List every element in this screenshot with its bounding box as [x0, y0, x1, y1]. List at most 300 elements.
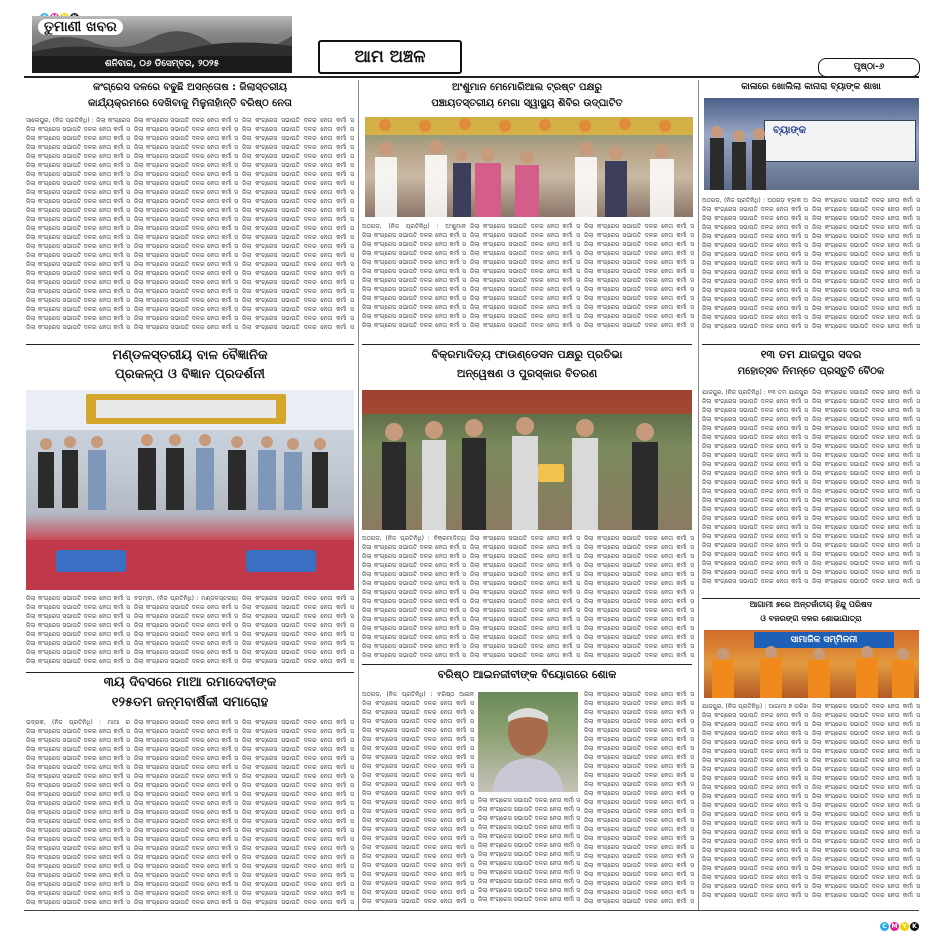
body-text-line: ଜିଲା କଂଗ୍ରେସ ସଭାପତି ଦଳର ନେତା କର୍ମୀ ସ	[478, 896, 580, 903]
body-text-line: ଜିଲା କଂଗ୍ରେସ ସଭାପତି ଦଳର ନେତା କର୍ମୀ ସ	[362, 286, 466, 293]
bank-col-1: ଅଠଗଡ଼, (ନିଜ ପ୍ରତିନିଧି) : ଅଠଗଡ଼ ବ୍ଲକ ଅ ଜିଲା କଂଗ୍ରେସ ସଭାପତି ଦଳର ନେତା କର୍ମୀ ସ ଜିଲା କଂଗ୍ରେସ ସଭାପତି ଦଳର ନେତା କର୍ମୀ ସ ଜିଲା କଂଗ୍ରେସ ସଭାପତି ଦଳର ନେତା କର୍ମୀ ସ ଜିଲା କଂଗ୍ରେସ ସଭାପତି ଦଳର ନେତା କର୍ମୀ ସ ଜିଲା କଂଗ୍ରେସ ସଭାପତି ଦଳର ନେତା କର୍ମୀ ସ ଜିଲା କଂଗ୍ରେସ ସଭାପତି ଦଳର ନେତା କର୍ମୀ ସ ଜିଲା କଂଗ୍ରେସ ସଭାପତି ଦଳର ନେତା କର୍ମୀ ସ ଜିଲା କଂଗ୍ରେସ ସଭାପତି ଦଳର ନେତା କର୍ମୀ ସ ଜିଲା କଂଗ୍ରେସ ସଭାପତି ଦଳର ନେତା କର୍ମୀ ସ ଜିଲା କଂଗ୍ରେସ ସଭାପତି ଦଳର ନେତା କର୍ମୀ ସ ଜିଲା କଂଗ୍ରେସ ସଭାପତି ଦଳର ନେତା କର୍ମୀ ସ ଜିଲା କଂଗ୍ରେସ ସଭାପତି ଦଳର ନେତା କର୍ମୀ ସ ଜିଲା କଂଗ୍ରେସ ସଭାପତି ଦଳର ନେତା କର୍ମୀ ସ ଜିଲା କଂଗ୍ରେସ ସଭାପତି ଦଳର ନେତା କର୍ମୀ ସ	[702, 197, 808, 330]
body-text-line: ଜିଲା କଂଗ୍ରେସ ସଭାପତି ଦଳର ନେତା କର୍ମୀ ସ	[362, 241, 466, 248]
body-text-line: ଜିଲା କଂଗ୍ରେସ ସଭାପତି ଦଳର ନେତା କର୍ମୀ ସ	[584, 589, 694, 596]
body-text-line: ଜିଲା କଂଗ୍ରେସ ସଭାପତି ଦଳର ନେତା କର୍ମୀ ସ	[584, 607, 694, 614]
body-text-line: ଜିଲା କଂଗ୍ରେସ ସଭାପତି ଦଳର ନେତା କର୍ମୀ ସ	[702, 892, 808, 899]
body-text-line: ଜିଲା କଂଗ୍ରେସ ସଭାପତି ଦଳର ନେତା କର୍ମୀ ସ	[584, 826, 694, 833]
body-text-line: ଜିଲା କଂଗ୍ରେସ ସଭାପତି ଦଳର ନେତା କର୍ମୀ ସ	[362, 745, 474, 752]
registration-marks-bottom	[880, 913, 920, 932]
body-text-line: ଜିଲା କଂଗ୍ରେସ ସଭାପତି ଦଳର ନେତା କର୍ମୀ ସ	[134, 180, 238, 187]
body-text-line: ଜିଲା କଂଗ୍ରେସ ସଭାପତି ଦଳର ନେତା କର୍ମୀ ସ	[362, 808, 474, 815]
body-text-line: ଜିଲା କଂଗ୍ରେସ ସଭାପତି ଦଳର ନେତା କର୍ମୀ ସ	[26, 243, 130, 250]
body-text-line: ଜିଲା କଂଗ୍ରେସ ସଭାପତି ଦଳର ନେତା କର୍ମୀ ସ	[134, 845, 238, 852]
black-mark-bottom: K	[910, 922, 919, 931]
body-text-line: ଜିଲା କଂଗ୍ରେସ ସଭାପତି ଦଳର ନେତା କର୍ମୀ ସ	[702, 524, 808, 531]
body-text-line: ଜିଲା କଂଗ୍ରେସ ସଭାପତି ଦଳର ନେତା କର୍ମୀ ସ	[584, 562, 694, 569]
page-label-box	[818, 58, 920, 77]
parishad-photo	[704, 630, 919, 698]
body-text-line: ଜିଲା କଂଗ୍ରେସ ସଭାପତି ଦଳର ନେତା କର୍ମୀ ସ	[242, 809, 354, 816]
body-text-line: ଜିଲା କଂଗ୍ରେସ ସଭାପତି ଦଳର ନେତା କର୍ମୀ ସ	[242, 306, 354, 313]
body-text-line: ଜିଲା କଂଗ୍ରେସ ସଭାପତି ଦଳର ନେତା କର୍ମୀ ସ	[812, 497, 920, 504]
body-text-line: ଜିଲା କଂଗ୍ରେସ ସଭାପତି ଦଳର ନେତା କର୍ମୀ ସ	[584, 250, 694, 257]
body-text-line: ଜିଲା କଂଗ୍ରେସ ସଭାପତି ଦଳର ନେତା କର୍ମୀ ସ	[584, 598, 694, 605]
body-text-line: ଜିଲା କଂଗ୍ରେସ ସଭାପତି ଦଳର ନେତା କର୍ମୀ ସ	[470, 223, 580, 230]
body-text-line: ଜିଲା କଂଗ୍ରେସ ସଭାପତି ଦଳର ନେତା କର୍ମୀ ସ	[584, 880, 694, 887]
ramadevi-headline-2: ୧୨୫ତମ ଜନ୍ମବାର୍ଷିକୀ ସମାରୋହ	[111, 695, 269, 710]
body-text-line: ଜିଲା କଂଗ୍ରେସ ସଭାପତି ଦଳର ନେତା କର୍ମୀ ସ	[242, 640, 354, 647]
body-text-line: ଜିଲା କଂଗ୍ରେସ ସଭାପତି ଦଳର ନେତା କର୍ମୀ ସ	[584, 295, 694, 302]
masthead-rule	[24, 76, 919, 78]
body-text-line: ଜିଲା କଂଗ୍ରେସ ସଭାପତି ଦଳର ନେତା କର୍ମୀ ସ	[812, 434, 920, 441]
body-text-line: ଜିଲା କଂଗ୍ରେସ ସଭାପତି ଦଳର ନେତା କର୍ମୀ ସ	[26, 622, 130, 629]
body-text-line: ଜିଲା କଂଗ୍ରେସ ସଭାପତି ଦଳର ନେତା କର୍ମୀ ସ	[812, 883, 920, 890]
body-text-line: ଜିଲା କଂଗ୍ରେସ ସଭାପତି ଦଳର ନେତା କର୍ମୀ ସ	[470, 313, 580, 320]
body-text-line: ଜିଲା କଂଗ୍ରେସ ସଭାପତି ଦଳର ନେତା କର୍ମୀ ସ	[134, 773, 238, 780]
body-text-line: ଜିଲା କଂଗ୍ରେସ ସଭାପତି ଦଳର ନେତା କର୍ମୀ ସ	[812, 542, 920, 549]
health-camp-headline-1: ଅଂଶୁମାନ ମେମୋରିଆଲ ଟ୍ରଷ୍ଟ ପକ୍ଷରୁ	[451, 82, 603, 93]
body-text-line: ଜିଲା କଂଗ୍ରେସ ସଭାପତି ଦଳର ନେତା କର୍ମୀ ସ	[812, 748, 920, 755]
body-text-line: ଜିଲା କଂଗ୍ରେସ ସଭାପତି ଦଳର ନେତା କର୍ମୀ ସ	[470, 322, 580, 329]
body-text-line: ଜିଲା କଂଗ୍ରେସ ସଭାପତି ଦଳର ନେତା କର୍ମୀ ସ	[242, 324, 354, 331]
body-text-line: ଜିଲା କଂଗ୍ରେସ ସଭାପତି ଦଳର ନେତା କର୍ମୀ ସ	[362, 304, 466, 311]
body-text-line: ଜିଲା କଂଗ୍ରେସ ସଭାପତି ଦଳର ନେତା କର୍ମୀ ସ	[26, 207, 130, 214]
body-text-line: ଜିଲା କଂଗ୍ରେସ ସଭାପତି ଦଳର ନେତା କର୍ମୀ ସ	[134, 315, 238, 322]
body-text-line: ଜିଲା କଂଗ୍ରେସ ସଭାପତି ଦଳର ନେତା କର୍ମୀ ସ	[362, 313, 466, 320]
body-text-line: ଜିଲା କଂଗ୍ରେସ ସଭାପତି ଦଳର ନେତା କର୍ମୀ ସ	[26, 827, 130, 834]
body-text-line: ଜିଲା କଂଗ୍ରେସ ସଭାପତି ଦଳର ନେତା କର୍ମୀ ସ	[478, 815, 580, 822]
body-text-line: ଜିଲା କଂଗ୍ରେସ ସଭାପତି ଦଳର ନେତା କର୍ମୀ ସ	[242, 755, 354, 762]
body-text-line: ଜିଲା କଂଗ୍ରେସ ସଭାପତି ଦଳର ନେତା କର୍ମୀ ସ	[242, 791, 354, 798]
body-text-line: ଜିଲା କଂଗ୍ରେସ ସଭାପତି ଦଳର ନେତା କର୍ମୀ ସ	[584, 817, 694, 824]
body-text-line: ଜିଲା କଂଗ୍ରେସ ସଭାପତି ଦଳର ନେତା କର୍ମୀ ସ	[470, 304, 580, 311]
body-text-line: ଜିଲା କଂଗ୍ରେସ ସଭାପତି ଦଳର ନେତା କର୍ମୀ ସ	[812, 569, 920, 576]
ramadevi-col-2	[134, 718, 238, 908]
body-text-line: ଜିଲା କଂଗ୍ରେସ ସଭାପତି ଦଳର ନେତା କର୍ମୀ ସ	[584, 268, 694, 275]
parishad-headline-2: ଓ ବଜରଙ୍ଗ ଦଳର ଶୋଭାଯାତ୍ରା	[760, 614, 862, 623]
body-text-line: ଜିଲା କଂଗ୍ରେସ ସଭାପତି ଦଳର ନେତା କର୍ମୀ ସ	[134, 755, 238, 762]
magenta-mark-bottom: M	[891, 923, 898, 930]
body-text-line: ଜିଲା କଂଗ୍ରେସ ସଭାପତି ଦଳର ନେତା କର୍ମୀ ସ	[812, 323, 920, 330]
body-text-line: ଜିଲା କଂଗ୍ରେସ ସଭାପତି ଦଳର ନେତା କର୍ମୀ ସ	[584, 700, 694, 707]
body-text-line: ଜିଲା କଂଗ୍ରେସ ସଭାପତି ଦଳର ନେତା କର୍ମୀ ସ	[242, 261, 354, 268]
body-text-line: ଜିଲା କଂଗ୍ରେସ ସଭାପତି ଦଳର ନେତା କର୍ମୀ ସ	[702, 748, 808, 755]
body-text-line: ଜିଲା କଂଗ୍ରେସ ସଭାପତି ଦଳର ନେତା କର୍ମୀ ସ	[242, 881, 354, 888]
body-text-line: ଜିଲା କଂଗ୍ରେସ ସଭାପତି ଦଳର ନେତା କର୍ମୀ ସ	[702, 829, 808, 836]
body-text-line: ଜିଲା କଂଗ୍ରେସ ସଭାପତି ଦଳର ନେତା କର୍ମୀ ସ	[584, 322, 694, 329]
body-text-line: ଜିଲା କଂଗ୍ରେସ ସଭାପତି ଦଳର ନେତା କର୍ମୀ ସ	[362, 736, 474, 743]
body-text-line: ଜିଲା କଂଗ୍ରେସ ସଭାପତି ଦଳର ନେତା କର୍ମୀ ସ	[584, 313, 694, 320]
body-text-line: ଜିଲା କଂଗ୍ରେସ ସଭାପତି ଦଳର ନେତା କର୍ମୀ ସ	[242, 252, 354, 259]
body-text-line: ଜିଲା କଂଗ୍ରେସ ସଭାପତି ଦଳର ନେତା କର୍ମୀ ସ	[26, 234, 130, 241]
masthead-banner	[32, 16, 292, 56]
body-text-line: ଜିଲା କଂଗ୍ରେସ ସଭାପତି ଦଳର ନେତା କର୍ମୀ ସ	[584, 772, 694, 779]
body-text-line: ଜିଲା କଂଗ୍ରେସ ସଭାପତି ଦଳର ନେତା କର୍ମୀ ସ	[26, 306, 130, 313]
body-text-line: ଜିଲା କଂଗ୍ରେସ ସଭାପତି ଦଳର ନେତା କର୍ମୀ ସ	[470, 580, 580, 587]
body-text-line: ଜିଲା କଂଗ୍ରେସ ସଭାପତି ଦଳର ନେତା କର୍ମୀ ସ	[812, 278, 920, 285]
body-text-line: ଜିଲା କଂଗ୍ରେସ ସଭାପତି ଦଳର ନେତା କର୍ମୀ ସ	[812, 242, 920, 249]
body-text-line: ଜିଲା କଂଗ୍ରେସ ସଭାପତି ଦଳର ନେତା କର୍ମୀ ସ	[242, 189, 354, 196]
body-text-line: ଜିଲା କଂଗ୍ରେସ ସଭାପତି ଦଳର ନେତା କର୍ମୀ ସ	[584, 304, 694, 311]
body-text-line: ଜିଲା କଂଗ୍ରେସ ସଭାପତି ଦଳର ନେତା କର୍ମୀ ସ	[470, 286, 580, 293]
body-text-line: ଜିଲା କଂଗ୍ରେସ ସଭାପତି ଦଳର ନେତା କର୍ମୀ ସ	[362, 607, 466, 614]
body-text-line: ଜିଲା କଂଗ୍ରେସ ସଭାପତି ଦଳର ନେତା କର୍ମୀ ସ	[242, 719, 354, 726]
body-text-line: ଜିଲା କଂଗ୍ରେସ ସଭାପତି ଦଳର ନେତା କର୍ମୀ ସ	[702, 479, 808, 486]
body-text-line: ଜିଲା କଂଗ୍ରେସ ସଭାପତି ଦଳର ନେତା କର୍ମୀ ସ	[242, 746, 354, 753]
body-text-line: ଜିଲା କଂଗ୍ରେସ ସଭାପତି ଦଳର ନେତା କର୍ମୀ ସ	[134, 117, 238, 124]
body-text-line: ଜିଲା କଂଗ୍ରେସ ସଭାପତି ଦଳର ନେତା କର୍ମୀ ସ	[470, 616, 580, 623]
body-text-line: ଜିଲା କଂଗ୍ରେସ ସଭାପତି ଦଳର ନେତା କର୍ମୀ ସ	[242, 728, 354, 735]
body-text-line: ଜିଲା କଂଗ୍ରେସ ସଭାପତି ଦଳର ନେତା କର୍ମୀ ସ	[134, 306, 238, 313]
body-text-line: ଜିଲା କଂଗ୍ରେସ ସଭାପତି ଦଳର ନେତା କର୍ମୀ ସ	[26, 737, 130, 744]
body-text-line: ଜିଲା କଂଗ୍ରେସ ସଭାପତି ଦଳର ନେତା କର୍ମୀ ସ	[134, 827, 238, 834]
body-text-line: ଜିଲା କଂଗ୍ରେସ ସଭାପତି ଦଳର ନେତା କର୍ମୀ ସ	[470, 535, 580, 542]
body-text-line: ଜିଲା କଂଗ୍ରେସ ସଭାପତି ଦଳର ନେତା କର୍ମୀ ସ	[702, 323, 808, 330]
body-text-line: ଜିଲା କଂଗ୍ରେସ ସଭାପତି ଦଳର ନେତା କର୍ମୀ ସ	[242, 737, 354, 744]
body-text-line: ଜିଲା କଂଗ୍ରେସ ସଭାପତି ଦଳର ନେତା କର୍ମୀ ସ	[242, 198, 354, 205]
body-text-line: ଜିଲା କଂଗ୍ରେସ ସଭାପତି ଦଳର ନେତା କର୍ମୀ ସ	[26, 279, 130, 286]
body-text-line: ଜିଲା କଂଗ୍ରେସ ସଭାପତି ଦଳର ନେତା କର୍ମୀ ସ	[242, 216, 354, 223]
science-headline-2: ପ୍ରକଳ୍ପ ଓ ବିଜ୍ଞାନ ପ୍ରଦର୍ଶନୀ	[115, 367, 265, 382]
body-text-line: ଜିଲା କଂଗ୍ରେସ ସଭାପତି ଦଳର ନେତା କର୍ମୀ ସ	[242, 818, 354, 825]
body-text-line: ଜିଲା କଂଗ୍ରେସ ସଭାପତି ଦଳର ନେତା କର୍ମୀ ସ	[702, 425, 808, 432]
body-text-line: ଜିଲା କଂଗ୍ରେସ ସଭାପତି ଦଳର ନେତା କର୍ମୀ ସ	[26, 604, 130, 611]
body-text-line: ଜିଲା କଂଗ୍ରେସ ସଭାପତି ଦଳର ନେତା କର୍ମୀ ସ	[702, 811, 808, 818]
body-text-line: ଜିଲା କଂଗ୍ରେସ ସଭାପତି ଦଳର ନେତା କର୍ମୀ ସ	[584, 718, 694, 725]
body-text-line: ଜିଲା କଂଗ୍ରେସ ସଭାପତି ଦଳର ନେତା କର୍ମୀ ସ	[134, 800, 238, 807]
body-text-line: ଜିଲା କଂଗ୍ରେସ ସଭାପତି ଦଳର ନେତା କର୍ମୀ ସ	[470, 295, 580, 302]
body-text-line: ଜିଲା କଂଗ୍ରେସ ସଭାପତି ଦଳର ନେତା କର୍ମୀ ସ	[134, 809, 238, 816]
body-text-line: ଜିଲା କଂଗ୍ରେସ ସଭାପତି ଦଳର ନେତା କର୍ମୀ ସ	[584, 889, 694, 896]
body-text-line: ଜିଲା କଂଗ୍ରେସ ସଭାପତି ଦଳର ନେତା କର୍ମୀ ସ	[26, 854, 130, 861]
body-text-line: ଜିଲା କଂଗ୍ରେସ ସଭାପତି ଦଳର ନେତା କର୍ମୀ ସ	[242, 144, 354, 151]
body-text-line: ଜିଲା କଂଗ୍ରେସ ସଭାପତି ଦଳର ନେତା କର୍ମୀ ସ	[134, 144, 238, 151]
body-text-line: ଜିଲା କଂଗ୍ରେସ ସଭାପତି ଦଳର ନେତା କର୍ମୀ ସ	[812, 847, 920, 854]
body-text-line: ଜିଲା କଂଗ୍ରେସ ସଭାପତି ଦଳର ନେତା କର୍ମୀ ସ	[242, 162, 354, 169]
body-text-line: ଜିଲା କଂଗ୍ରେସ ସଭାପତି ଦଳର ନେତା କର୍ମୀ ସ	[134, 261, 238, 268]
body-text-line: ଜିଲା କଂଗ୍ରେସ ସଭାପତି ଦଳର ନେତା କର୍ମୀ ସ	[134, 613, 238, 620]
body-text-line: ଜିଲା କଂଗ୍ରେସ ସଭାପତି ଦଳର ନେତା କର୍ମୀ ସ	[584, 790, 694, 797]
science-col-2: ବଡ଼ମ୍ବା, (ନିଜ ପ୍ରତିନିଧି) : ମଣ୍ଡଳସ୍ତରୀୟ ଜିଲା କଂଗ୍ରେସ ସଭାପତି ଦଳର ନେତା କର୍ମୀ ସ ଜିଲା କଂଗ୍ରେସ ସଭାପତି ଦଳର ନେତା କର୍ମୀ ସ ଜିଲା କଂଗ୍ରେସ ସଭାପତି ଦଳର ନେତା କର୍ମୀ ସ ଜିଲା କଂଗ୍ରେସ ସଭାପତି ଦଳର ନେତା କର୍ମୀ ସ ଜିଲା କଂଗ୍ରେସ ସଭାପତି ଦଳର ନେତା କର୍ମୀ ସ ଜିଲା କଂଗ୍ରେସ ସଭାପତି ଦଳର ନେତା କର୍ମୀ ସ ଜିଲା କଂଗ୍ରେସ ସଭାପତି ଦଳର ନେତା କର୍ମୀ ସ	[134, 595, 238, 665]
vikram-headline-1: ବିକ୍ରମାଦିତ୍ୟ ଫାଉଣ୍ଡେସନ ପକ୍ଷରୁ ପ୍ରତିଭା	[431, 348, 623, 361]
body-text-line: ଜିଲା କଂଗ୍ରେସ ସଭାପତି ଦଳର ନେତା କର୍ମୀ ସ	[26, 261, 130, 268]
body-text-line: ଜିଲା କଂଗ୍ରେସ ସଭାପତି ଦଳର ନେତା କର୍ମୀ ସ	[134, 135, 238, 142]
jajpur-headline-1: ୧୩ ତମ ଯାଜପୁର ସଦର	[760, 348, 862, 361]
body-text-line: ଜିଲା କଂଗ୍ରେସ ସଭାପତି ଦଳର ନେତା କର୍ମୀ ସ	[362, 835, 474, 842]
body-text-line: ଜିଲା କଂଗ୍ରେସ ସଭାପତି ଦଳର ନେତା କର୍ମୀ ସ	[242, 180, 354, 187]
body-text-line: ଜିଲା କଂଗ୍ରେସ ସଭାପତି ଦଳର ନେତା କର୍ମୀ ସ	[812, 479, 920, 486]
body-text-line: ଜିଲା କଂଗ୍ରେସ ସଭାପତି ଦଳର ନେତା କର୍ମୀ ସ	[242, 604, 354, 611]
body-text-line: ଜିଲା କଂଗ୍ରେସ ସଭାପତି ଦଳର ନେତା କର୍ମୀ ସ	[134, 818, 238, 825]
body-text-line: ଜିଲା କଂଗ୍ରେସ ସଭାପତି ଦଳର ନେତା କର୍ମୀ ସ	[26, 845, 130, 852]
body-text-line: ଜିଲା କଂଗ୍ରେସ ସଭାପତି ଦଳର ନେତା କର୍ମୀ ସ	[584, 241, 694, 248]
section-title-box	[318, 40, 462, 74]
body-text-line: ଜିଲା କଂଗ୍ରେସ ସଭାପତି ଦଳର ନେତା କର୍ମୀ ସ	[702, 296, 808, 303]
body-text-line: ଜିଲା କଂଗ୍ରେସ ସଭାପତି ଦଳର ନେତା କର୍ମୀ ସ	[362, 580, 466, 587]
page-label: ପୃଷ୍ଠା-୬	[853, 62, 885, 72]
body-text-line: ଜିଲା କଂଗ୍ରେସ ସଭାପତି ଦଳର ନେତା କର୍ମୀ ସ	[812, 560, 920, 567]
body-text-line: ଜିଲା କଂଗ୍ରେସ ସଭାପତି ଦଳର ନେତା କର୍ମୀ ସ	[134, 881, 238, 888]
body-text-line: ଜିଲା କଂଗ୍ରେସ ସଭାପତି ଦଳର ନେତା କର୍ମୀ ସ	[26, 198, 130, 205]
body-text-line: ଜିଲା କଂଗ୍ରେସ ସଭାପତି ଦଳର ନେତା କର୍ମୀ ସ	[812, 856, 920, 863]
body-text-line: ଜିଲା କଂଗ୍ରେସ ସଭାପତି ଦଳର ନେତା କର୍ମୀ ସ	[470, 259, 580, 266]
body-text-line: ଜିଲା କଂଗ୍ରେସ ସଭାପତି ଦଳର ନେତା କର୍ମୀ ସ	[26, 782, 130, 789]
body-text-line: ଜିଲା କଂଗ୍ରେସ ସଭାପତି ଦଳର ନେତା କର୍ମୀ ସ	[584, 223, 694, 230]
body-text-line: ଜିଲା କଂଗ୍ରେସ ସଭାପତି ଦଳର ନେତା କର୍ମୀ ସ	[470, 250, 580, 257]
body-text-line: ଜିଲା କଂଗ୍ରେସ ସଭାପତି ଦଳର ନେତା କର୍ମୀ ସ	[584, 898, 694, 905]
body-text-line: ଜିଲା କଂଗ୍ରେସ ସଭାପତି ଦଳର ନେତା କର୍ମୀ ସ	[702, 314, 808, 321]
body-text-line: ଜିଲା କଂଗ୍ରେସ ସଭାପତି ଦଳର ନେତା କର୍ମୀ ସ	[242, 126, 354, 133]
body-text-line: ଜିଲା କଂଗ୍ରେସ ସଭାପତି ଦଳର ନେତା କର୍ମୀ ସ	[26, 746, 130, 753]
body-text-line: ଜିଲା କଂଗ୍ରେସ ସଭାପତି ଦଳର ନେତା କର୍ମୀ ସ	[134, 126, 238, 133]
vikram-headline-2: ଅନ୍ୱେଷଣ ଓ ପୁରସ୍କାର ବିତରଣ	[456, 367, 598, 380]
body-text-line: ଜିଲା କଂଗ୍ରେସ ସଭାପତି ଦଳର ନେତା କର୍ମୀ ସ	[362, 880, 474, 887]
body-text-line: ଜିଲା କଂଗ୍ରେସ ସଭାପତି ଦଳର ନେତା କର୍ମୀ ସ	[478, 869, 580, 876]
obituary-headline: ବରିଷ୍ଠ ଆଇନଜୀବୀଙ୍କ ବିୟୋଗରେ ଶୋକ	[437, 668, 617, 681]
body-text-line: ଜିଲା କଂଗ୍ରେସ ସଭାପତି ଦଳର ନେତା କର୍ମୀ ସ	[362, 571, 466, 578]
body-text-line: ଜିଲା କଂଗ୍ରେସ ସଭାପତି ଦଳର ନେତା କର୍ମୀ ସ	[702, 470, 808, 477]
body-text-line: ଜିଲା କଂଗ୍ରେସ ସଭାପତି ଦଳର ନେତା କର୍ମୀ ସ	[26, 773, 130, 780]
body-text-line: ଜିଲା କଂଗ୍ରେସ ସଭାପତି ଦଳର ନେତା କର୍ମୀ ସ	[470, 277, 580, 284]
body-text-line: ଜିଲା କଂଗ୍ରେସ ସଭାପତି ଦଳର ନେତା କର୍ମୀ ସ	[702, 730, 808, 737]
bank-col-2	[812, 196, 920, 336]
body-text-line: ଜିଲା କଂଗ୍ରେସ ସଭାପତି ଦଳର ନେତା କର୍ମୀ ସ	[812, 269, 920, 276]
body-text-line: ଜିଲା କଂଗ୍ରେସ ସଭାପତି ଦଳର ନେତା କର୍ମୀ ସ	[584, 745, 694, 752]
body-text-line: ଜିଲା କଂଗ୍ରେସ ସଭାପତି ଦଳର ନେତା କର୍ମୀ ସ	[584, 691, 694, 698]
science-col-3	[242, 594, 354, 666]
body-text-line: ଜିଲା କଂଗ୍ରେସ ସଭାପତି ଦଳର ନେତା କର୍ମୀ ସ	[702, 766, 808, 773]
body-text-line: ଜିଲା କଂଗ୍ରେସ ସଭାପତି ଦଳର ନେତା କର୍ମୀ ସ	[242, 270, 354, 277]
body-text-line: ଜିଲା କଂଗ୍ରେସ ସଭାପତି ଦଳର ନେତା କର୍ମୀ ସ	[26, 863, 130, 870]
body-text-line: ଜିଲା କଂଗ୍ରେସ ସଭାପତି ଦଳର ନେତା କର୍ମୀ ସ	[134, 270, 238, 277]
body-text-line: ଜିଲା କଂଗ୍ରେସ ସଭାପତି ଦଳର ନେତା କର୍ମୀ ସ	[584, 799, 694, 806]
health-camp-col-3	[584, 222, 694, 338]
body-text-line: ଜିଲା କଂଗ୍ରେସ ସଭାପତି ଦଳର ନେତା କର୍ମୀ ସ	[470, 562, 580, 569]
body-text-line: ଜିଲା କଂଗ୍ରେସ ସଭାପତି ଦଳର ନେତା କର୍ମୀ ସ	[702, 434, 808, 441]
body-text-line: ଜିଲା କଂଗ୍ରେସ ସଭାପତି ଦଳର ନେତା କର୍ମୀ ସ	[478, 887, 580, 894]
science-headline-1: ମଣ୍ଡଳସ୍ତରୀୟ ବାଳ ବୈଜ୍ଞାନିକ	[112, 348, 268, 363]
body-text-line: ଜିଲା କଂଗ୍ରେସ ସଭାପତି ଦଳର ନେତା କର୍ମୀ ସ	[702, 452, 808, 459]
crowd-silhouettes	[365, 117, 693, 217]
body-text-line: ଜିଲା କଂଗ୍ରେସ ସଭାପତି ଦଳର ନେତା କର୍ମୀ ସ	[26, 297, 130, 304]
body-text-line: ଜିଲା କଂଗ୍ରେସ ସଭାପତି ଦଳର ନେତା କର୍ମୀ ସ	[702, 578, 808, 585]
body-text-line: ଜିଲା କଂଗ୍ରେସ ସଭାପତି ଦଳର ନେତା କର୍ମୀ ସ	[362, 598, 466, 605]
body-text-line: ଜିଲା କଂଗ୍ରେସ ସଭାପତି ଦଳର ନେତା କର୍ମୀ ସ	[478, 860, 580, 867]
body-text-line: ଜିଲା କଂଗ୍ରେସ ସଭାପତି ଦଳର ନେତା କର୍ମୀ ସ	[584, 754, 694, 761]
vikram-col-2	[470, 534, 580, 662]
body-text-line: ଜିଲା କଂଗ୍ରେସ ସଭାପତି ଦଳର ନେତା କର୍ମୀ ସ	[134, 719, 238, 726]
body-text-line: ଜିଲା କଂଗ୍ରେସ ସଭାପତି ଦଳର ନେତା କର୍ମୀ ସ	[702, 533, 808, 540]
body-text-line: ଜିଲା କଂଗ୍ରେସ ସଭାପତି ଦଳର ନେତା କର୍ମୀ ସ	[702, 820, 808, 827]
body-text-line: ଜିଲା କଂଗ୍ରେସ ସଭାପତି ଦଳର ନେତା କର୍ମୀ ସ	[362, 232, 466, 239]
parishad-col-2	[812, 702, 920, 908]
body-text-line: ଜିଲା କଂଗ୍ରେସ ସଭାପତି ଦଳର ନେତା କର୍ମୀ ସ	[470, 589, 580, 596]
congress-col-2	[134, 116, 238, 338]
body-text-line: ଜିଲା କଂଗ୍ରେସ ସଭାପତି ଦଳର ନେତା କର୍ମୀ ସ	[134, 225, 238, 232]
body-text-line: ଜିଲା କଂଗ୍ରେସ ସଭାପତି ଦଳର ନେତା କର୍ମୀ ସ	[134, 791, 238, 798]
obituary-portrait	[478, 692, 578, 792]
body-text-line: ଜିଲା କଂଗ୍ରେସ ସଭାପତି ଦଳର ନେତା କର୍ମୀ ସ	[812, 260, 920, 267]
body-text-line: ଜିଲା କଂଗ୍ରେସ ସଭାପତି ଦଳର ନେତା କର୍ମୀ ସ	[26, 171, 130, 178]
body-text-line: ଜିଲା କଂଗ୍ରେସ ସଭାପତି ଦଳର ନେତା କର୍ମୀ ସ	[702, 287, 808, 294]
stage-scene	[26, 390, 354, 590]
body-text-line: ଜିଲା କଂଗ୍ରେସ ସଭାପତି ଦଳର ନେତା କର୍ମୀ ସ	[812, 865, 920, 872]
body-text-line: ଜିଲା କଂଗ୍ରେସ ସଭାପତି ଦଳର ନେତା କର୍ମୀ ସ	[134, 640, 238, 647]
body-text-line: ଜିଲା କଂଗ୍ରେସ ସଭାପତି ଦଳର ନେତା କର୍ମୀ ସ	[134, 324, 238, 331]
body-text-line: ଜିଲା କଂଗ୍ରେସ ସଭାପତି ଦଳର ନେତା କର୍ମୀ ସ	[134, 198, 238, 205]
bottom-rule	[24, 910, 919, 911]
body-text-line: ଜିଲା କଂଗ୍ରେସ ସଭାପତି ଦଳର ନେତା କର୍ମୀ ସ	[702, 793, 808, 800]
body-text-line: ଜିଲା କଂଗ୍ରେସ ସଭାପତି ଦଳର ନେତା କର୍ମୀ ସ	[134, 863, 238, 870]
body-text-line: ଜିଲା କଂଗ୍ରେସ ସଭାପତି ଦଳର ନେତା କର୍ମୀ ସ	[812, 533, 920, 540]
health-camp-photo	[365, 117, 693, 217]
body-text-line: ଜିଲା କଂଗ୍ରେସ ସଭାପତି ଦଳର ନେତା କର୍ମୀ ସ	[242, 854, 354, 861]
body-text-line: ଜିଲା କଂଗ୍ରେସ ସଭାପତି ଦଳର ନେତା କର୍ମୀ ସ	[362, 898, 474, 905]
body-text-line: ଜିଲା କଂଗ୍ରେସ ସଭାପତି ଦଳର ନେତା କର୍ମୀ ସ	[362, 643, 466, 650]
body-text-line: ଜିଲା କଂଗ୍ରେସ ସଭାପତି ଦଳର ନେତା କର୍ମୀ ସ	[26, 881, 130, 888]
body-text-line: ଜିଲା କଂଗ୍ରେସ ସଭାପତି ଦଳର ନେତା କର୍ମୀ ସ	[242, 658, 354, 665]
obituary-col-3	[584, 690, 694, 908]
body-text-line: ଜିଲା କଂଗ୍ରେସ ସଭାପତି ଦଳର ନେତା କର୍ମୀ ସ	[242, 243, 354, 250]
body-text-line: ଜିଲା କଂଗ୍ରେସ ସଭାପତି ଦଳର ନେତା କର୍ମୀ ସ	[812, 233, 920, 240]
science-col-1	[26, 594, 130, 666]
congress-headline-1: କଂଗ୍ରେସ ଦଳରେ ବଢୁଛି ଅସନ୍ତୋଷ : ଜିଲାସ୍ତରୀୟ	[92, 82, 288, 93]
body-text-line: ଜିଲା କଂଗ୍ରେସ ସଭାପତି ଦଳର ନେତା କର୍ମୀ ସ	[26, 252, 130, 259]
body-text-line: ଜିଲା କଂଗ୍ରେସ ସଭାପତି ଦଳର ନେତା କର୍ମୀ ସ	[242, 207, 354, 214]
body-text-line: ଜିଲା କଂଗ୍ରେସ ସଭାପତି ଦଳର ନେତା କର୍ମୀ ସ	[812, 314, 920, 321]
jajpur-headline-2: ମହୋତ୍ସବ ନିମନ୍ତେ ପ୍ରସ୍ତୁତି ବୈଠକ	[737, 366, 885, 377]
body-text-line: ଜିଲା କଂଗ୍ରେସ ସଭାପତି ଦଳର ନେତା କର୍ମୀ ସ	[134, 279, 238, 286]
body-text-line: ଜିଲା କଂଗ୍ରେସ ସଭାପତି ଦଳର ନେତା କର୍ମୀ ସ	[242, 899, 354, 906]
body-text-line: ଜିଲା କଂଗ୍ରେସ ସଭାପତି ଦଳର ନେତା କର୍ମୀ ସ	[26, 162, 130, 169]
body-text-line: ଜିଲା କଂଗ୍ରେସ ସଭାପତି ଦଳର ନେତା କର୍ମୀ ସ	[702, 712, 808, 719]
body-text-line: ଜିଲା କଂଗ୍ରେସ ସଭାପତି ଦଳର ନେତା କର୍ମୀ ସ	[242, 171, 354, 178]
body-text-line: ଜିଲା କଂଗ୍ରେସ ସଭାପତି ଦଳର ନେତା କର୍ମୀ ସ	[812, 425, 920, 432]
body-text-line: ଜିଲା କଂଗ୍ରେସ ସଭାପତି ଦଳର ନେତା କର୍ମୀ ସ	[362, 268, 466, 275]
body-text-line: ଜିଲା କଂଗ୍ରେସ ସଭାପତି ଦଳର ନେତା କର୍ମୀ ସ	[26, 613, 130, 620]
body-text-line: ଜିଲା କଂଗ୍ରେସ ସଭାପତି ଦଳର ନେତା କର୍ମୀ ସ	[702, 215, 808, 222]
body-text-line: ଜିଲା କଂଗ୍ରେସ ସଭାପତି ଦଳର ନେତା କର୍ମୀ ସ	[362, 625, 466, 632]
body-text-line: ଜିଲା କଂଗ୍ରେସ ସଭାପତି ଦଳର ନେତା କର୍ମୀ ସ	[702, 757, 808, 764]
ramadevi-col-1: ଭଦ୍ରକ, (ନିଜ ପ୍ରତିନିଧି) : ମାଆ ର ଜିଲା କଂଗ୍ରେସ ସଭାପତି ଦଳର ନେତା କର୍ମୀ ସ ଜିଲା କଂଗ୍ରେସ ସଭାପତି ଦଳର ନେତା କର୍ମୀ ସ ଜିଲା କଂଗ୍ରେସ ସଭାପତି ଦଳର ନେତା କର୍ମୀ ସ ଜିଲା କଂଗ୍ରେସ ସଭାପତି ଦଳର ନେତା କର୍ମୀ ସ ଜିଲା କଂଗ୍ରେସ ସଭାପତି ଦଳର ନେତା କର୍ମୀ ସ ଜିଲା କଂଗ୍ରେସ ସଭାପତି ଦଳର ନେତା କର୍ମୀ ସ ଜିଲା କଂଗ୍ରେସ ସଭାପତି ଦଳର ନେତା କର୍ମୀ ସ ଜିଲା କଂଗ୍ରେସ ସଭାପତି ଦଳର ନେତା କର୍ମୀ ସ ଜିଲା କଂଗ୍ରେସ ସଭାପତି ଦଳର ନେତା କର୍ମୀ ସ ଜିଲା କଂଗ୍ରେସ ସଭାପତି ଦଳର ନେତା କର୍ମୀ ସ ଜିଲା କଂଗ୍ରେସ ସଭାପତି ଦଳର ନେତା କର୍ମୀ ସ ଜିଲା କଂଗ୍ରେସ ସଭାପତି ଦଳର ନେତା କର୍ମୀ ସ ଜିଲା କଂଗ୍ରେସ ସଭାପତି ଦଳର ନେତା କର୍ମୀ ସ ଜିଲା କଂଗ୍ରେସ ସଭାପତି ଦଳର ନେତା କର୍ମୀ ସ ଜିଲା କଂଗ୍ରେସ ସଭାପତି ଦଳର ନେତା କର୍ମୀ ସ ଜିଲା କଂଗ୍ରେସ ସଭାପତି ଦଳର ନେତା କର୍ମୀ ସ ଜିଲା କଂଗ୍ରେସ ସଭାପତି ଦଳର ନେତା କର୍ମୀ ସ ଜିଲା କଂଗ୍ରେସ ସଭାପତି ଦଳର ନେତା କର୍ମୀ ସ ଜିଲା କଂଗ୍ରେସ ସଭାପତି ଦଳର ନେତା କର୍ମୀ ସ ଜିଲା କଂଗ୍ରେସ ସଭାପତି ଦଳର ନେତା କର୍ମୀ ସ	[26, 719, 130, 906]
bank-people	[704, 98, 919, 190]
body-text-line: ଜିଲା କଂଗ୍ରେସ ସଭାପତି ଦଳର ନେତା କର୍ମୀ ସ	[26, 225, 130, 232]
section-title: ଆମ ଅଞ୍ଚଳ	[354, 47, 426, 67]
body-text-line: ଜିଲା କଂଗ୍ରେସ ସଭାପତି ଦଳର ନେତା କର୍ମୀ ସ	[362, 589, 466, 596]
body-text-line: ଜିଲା କଂଗ୍ରେସ ସଭାପତି ଦଳର ନେତା କର୍ମୀ ସ	[812, 407, 920, 414]
body-text-line: ଜିଲା କଂଗ୍ରେସ ସଭାପତି ଦଳର ନେତା କର୍ମୀ ସ	[702, 551, 808, 558]
body-text-line: ଜିଲା କଂଗ୍ରେସ ସଭାପତି ଦଳର ନେତା କର୍ମୀ ସ	[812, 874, 920, 881]
bank-photo	[704, 98, 919, 190]
body-text-line: ଜିଲା କଂଗ୍ରେସ ସଭାପତି ଦଳର ନେତା କର୍ମୀ ସ	[702, 488, 808, 495]
body-text-line: ଜିଲା କଂଗ୍ରେସ ସଭାପତି ଦଳର ନେତା କର୍ମୀ ସ	[470, 241, 580, 248]
body-text-line: ଜିଲା କଂଗ୍ରେସ ସଭାପତି ଦଳର ନେତା କର୍ମୀ ସ	[702, 865, 808, 872]
body-text-line: ଜିଲା କଂଗ୍ରେସ ସଭାପତି ଦଳର ନେତା କର୍ମୀ ସ	[812, 739, 920, 746]
body-text-line: ଜିଲା କଂଗ୍ରେସ ସଭାପତି ଦଳର ନେତା କର୍ମୀ ସ	[26, 288, 130, 295]
body-text-line: ଜିଲା କଂଗ୍ରେସ ସଭାପତି ଦଳର ନେତା କର୍ମୀ ସ	[584, 652, 694, 659]
body-text-line: ଜିଲା କଂଗ୍ରେସ ସଭାପତି ଦଳର ନେତା କର୍ମୀ ସ	[478, 842, 580, 849]
column-rule-2	[698, 80, 699, 910]
body-text-line: ଜିଲା କଂଗ୍ରେସ ସଭାପତି ଦଳର ନେତା କର୍ମୀ ସ	[26, 872, 130, 879]
body-text-line: ଜିଲା କଂଗ୍ରେସ ସଭାପତି ଦଳର ନେତା କର୍ମୀ ସ	[26, 899, 130, 906]
body-text-line: ଜିଲା କଂଗ୍ରେସ ସଭାପତି ଦଳର ନେତା କର୍ମୀ ସ	[242, 622, 354, 629]
body-text-line: ଜିଲା କଂଗ୍ରେସ ସଭାପତି ଦଳର ନେତା କର୍ମୀ ସ	[242, 845, 354, 852]
body-text-line: ଜିଲା କଂଗ୍ରେସ ସଭାପତି ଦଳର ନେତା କର୍ମୀ ସ	[812, 470, 920, 477]
body-text-line: ଜିଲା କଂଗ୍ରେସ ସଭାପତି ଦଳର ନେତା କର୍ମୀ ସ	[702, 775, 808, 782]
cyan-mark-bottom: C	[880, 922, 889, 931]
body-text-line: ଜିଲା କଂଗ୍ରେସ ସଭାପତି ଦଳର ନେତା କର୍ମୀ ସ	[702, 242, 808, 249]
body-text-line: ଜିଲା କଂଗ୍ରେସ ସଭାପତି ଦଳର ନେତା କର୍ମୀ ସ	[362, 553, 466, 560]
body-text-line: ଜିଲା କଂଗ୍ରେସ ସଭାପତି ଦଳର ନେତା କର୍ମୀ ସ	[242, 836, 354, 843]
parishad-banner: ସାମାଜିକ ସମ୍ମିଳନୀ	[754, 632, 894, 648]
body-text-line: ଜିଲା କଂଗ୍ରେସ ସଭାପତି ଦଳର ନେତା କର୍ମୀ ସ	[470, 598, 580, 605]
body-text-line: ଜିଲା କଂଗ୍ରେସ ସଭାପତି ଦଳର ନେତା କର୍ମୀ ସ	[812, 305, 920, 312]
body-text-line: ଜିଲା କଂଗ୍ରେସ ସଭାପତି ଦଳର ନେତା କର୍ମୀ ସ	[26, 189, 130, 196]
body-text-line: ଜିଲା କଂଗ୍ରେସ ସଭାପତି ଦଳର ନେତା କର୍ମୀ ସ	[362, 772, 474, 779]
body-text-line: ଜିଲା କଂଗ୍ରେସ ସଭାପତି ଦଳର ନେତା କର୍ମୀ ସ	[26, 649, 130, 656]
body-text-line: ଜିଲା କଂଗ୍ରେସ ସଭାପତି ଦଳର ନେତା କର୍ମୀ ସ	[584, 286, 694, 293]
body-text-line: ଜିଲା କଂଗ୍ରେସ ସଭାପତି ଦଳର ନେତା କର୍ମୀ ସ	[242, 117, 354, 124]
body-text-line: ଜିଲା କଂଗ୍ରେସ ସଭାପତି ଦଳର ନେତା କର୍ମୀ ସ	[242, 890, 354, 897]
body-text-line: ଜିଲା କଂଗ୍ରେସ ସଭାପତି ଦଳର ନେତା କର୍ମୀ ସ	[478, 833, 580, 840]
body-text-line: ଜିଲା କଂଗ୍ରେସ ସଭାପତି ଦଳର ନେତା କର୍ମୀ ସ	[812, 829, 920, 836]
body-text-line: ଜିଲା କଂଗ୍ରେସ ସଭାପତି ଦଳର ନେତା କର୍ମୀ ସ	[362, 295, 466, 302]
vikram-photo	[362, 390, 692, 530]
body-text-line: ଜିଲା କଂଗ୍ରେସ ସଭାପତି ଦଳର ନେତା କର୍ମୀ ସ	[812, 452, 920, 459]
body-text-line: ଜିଲା କଂଗ୍ରେସ ସଭାପତି ଦଳର ନେତା କର୍ମୀ ସ	[812, 296, 920, 303]
congress-col-1: ସାଲେପୁର, (ନିଜ ପ୍ରତିନିଧି) : ଜିଲା କଂଗ୍ରେସ ଜିଲା କଂଗ୍ରେସ ସଭାପତି ଦଳର ନେତା କର୍ମୀ ସ ଜିଲା କଂଗ୍ରେସ ସଭାପତି ଦଳର ନେତା କର୍ମୀ ସ ଜିଲା କଂଗ୍ରେସ ସଭାପତି ଦଳର ନେତା କର୍ମୀ ସ ଜିଲା କଂଗ୍ରେସ ସଭାପତି ଦଳର ନେତା କର୍ମୀ ସ ଜିଲା କଂଗ୍ରେସ ସଭାପତି ଦଳର ନେତା କର୍ମୀ ସ ଜିଲା କଂଗ୍ରେସ ସଭାପତି ଦଳର ନେତା କର୍ମୀ ସ ଜିଲା କଂଗ୍ରେସ ସଭାପତି ଦଳର ନେତା କର୍ମୀ ସ ଜିଲା କଂଗ୍ରେସ ସଭାପତି ଦଳର ନେତା କର୍ମୀ ସ ଜିଲା କଂଗ୍ରେସ ସଭାପତି ଦଳର ନେତା କର୍ମୀ ସ ଜିଲା କଂଗ୍ରେସ ସଭାପତି ଦଳର ନେତା କର୍ମୀ ସ ଜିଲା କଂଗ୍ରେସ ସଭାପତି ଦଳର ନେତା କର୍ମୀ ସ ଜିଲା କଂଗ୍ରେସ ସଭାପତି ଦଳର ନେତା କର୍ମୀ ସ ଜିଲା କଂଗ୍ରେସ ସଭାପତି ଦଳର ନେତା କର୍ମୀ ସ ଜିଲା କଂଗ୍ରେସ ସଭାପତି ଦଳର ନେତା କର୍ମୀ ସ ଜିଲା କଂଗ୍ରେସ ସଭାପତି ଦଳର ନେତା କର୍ମୀ ସ ଜିଲା କଂଗ୍ରେସ ସଭାପତି ଦଳର ନେତା କର୍ମୀ ସ ଜିଲା କଂଗ୍ରେସ ସଭାପତି ଦଳର ନେତା କର୍ମୀ ସ ଜିଲା କଂଗ୍ରେସ ସଭାପତି ଦଳର ନେତା କର୍ମୀ ସ ଜିଲା କଂଗ୍ରେସ ସଭାପତି ଦଳର ନେତା କର୍ମୀ ସ ଜିଲା କଂଗ୍ରେସ ସଭାପତି ଦଳର ନେତା କର୍ମୀ ସ ଜିଲା କଂଗ୍ରେସ ସଭାପତି ଦଳର ନେତା କର୍ମୀ ସ ଜିଲା କଂଗ୍ରେସ ସଭାପତି ଦଳର ନେତା କର୍ମୀ ସ ଜିଲା କଂଗ୍ରେସ ସଭାପତି ଦଳର ନେତା କର୍ମୀ ସ	[26, 117, 130, 331]
body-text-line: ଜିଲା କଂଗ୍ରେସ ସଭାପତି ଦଳର ନେତା କର୍ମୀ ସ	[478, 806, 580, 813]
body-text-line: ଜିଲା କଂଗ୍ରେସ ସଭାପତି ଦଳର ନେତା କର୍ମୀ ସ	[812, 811, 920, 818]
body-text-line: ଜିଲା କଂଗ୍ରେସ ସଭାପତି ଦଳର ନେତା କର୍ମୀ ସ	[26, 324, 130, 331]
body-text-line: ଜିଲା କଂଗ୍ରେସ ସଭାପତି ଦଳର ନେତା କର୍ମୀ ସ	[242, 773, 354, 780]
body-text-line: ଜିଲା କଂଗ୍ରେସ ସଭାପତି ଦଳର ନେତା କର୍ମୀ ସ	[702, 461, 808, 468]
parishad-col-1: ଯାଜପୁର, (ନିଜ ପ୍ରତିନିଧି) : ଆଗାମୀ ୭ ତାରିଖ ଜିଲା କଂଗ୍ରେସ ସଭାପତି ଦଳର ନେତା କର୍ମୀ ସ ଜିଲା କଂଗ୍ରେସ ସଭାପତି ଦଳର ନେତା କର୍ମୀ ସ ଜିଲା କଂଗ୍ରେସ ସଭାପତି ଦଳର ନେତା କର୍ମୀ ସ ଜିଲା କଂଗ୍ରେସ ସଭାପତି ଦଳର ନେତା କର୍ମୀ ସ ଜିଲା କଂଗ୍ରେସ ସଭାପତି ଦଳର ନେତା କର୍ମୀ ସ ଜିଲା କଂଗ୍ରେସ ସଭାପତି ଦଳର ନେତା କର୍ମୀ ସ ଜିଲା କଂଗ୍ରେସ ସଭାପତି ଦଳର ନେତା କର୍ମୀ ସ ଜିଲା କଂଗ୍ରେସ ସଭାପତି ଦଳର ନେତା କର୍ମୀ ସ ଜିଲା କଂଗ୍ରେସ ସଭାପତି ଦଳର ନେତା କର୍ମୀ ସ ଜିଲା କଂଗ୍ରେସ ସଭାପତି ଦଳର ନେତା କର୍ମୀ ସ ଜିଲା କଂଗ୍ରେସ ସଭାପତି ଦଳର ନେତା କର୍ମୀ ସ ଜିଲା କଂଗ୍ରେସ ସଭାପତି ଦଳର ନେତା କର୍ମୀ ସ ଜିଲା କଂଗ୍ରେସ ସଭାପତି ଦଳର ନେତା କର୍ମୀ ସ ଜିଲା କଂଗ୍ରେସ ସଭାପତି ଦଳର ନେତା କର୍ମୀ ସ ଜିଲା କଂଗ୍ରେସ ସଭାପତି ଦଳର ନେତା କର୍ମୀ ସ ଜିଲା କଂଗ୍ରେସ ସଭାପତି ଦଳର ନେତା କର୍ମୀ ସ ଜିଲା କଂଗ୍ରେସ ସଭାପତି ଦଳର ନେତା କର୍ମୀ ସ ଜିଲା କଂଗ୍ରେସ ସଭାପତି ଦଳର ନେତା କର୍ମୀ ସ ଜିଲା କଂଗ୍ରେସ ସଭାପତି ଦଳର ନେତା କର୍ମୀ ସ ଜିଲା କଂଗ୍ରେସ ସଭାପତି ଦଳର ନେତା କର୍ମୀ ସ ଜିଲା କଂଗ୍ରେସ ସଭାପତି ଦଳର ନେତା କର୍ମୀ ସ	[702, 703, 808, 899]
body-text-line: ଜିଲା କଂଗ୍ରେସ ସଭାପତି ଦଳର ନେତା କର୍ମୀ ସ	[584, 553, 694, 560]
column-rule-1	[358, 80, 359, 910]
body-text-line: ଜିଲା କଂଗ୍ରେସ ସଭାପତି ଦଳର ନେତା କର୍ମୀ ସ	[134, 297, 238, 304]
body-text-line: ଜିଲା କଂଗ୍ରେସ ସଭାପତି ଦଳର ନେତା କର୍ମୀ ସ	[812, 224, 920, 231]
vikram-col-1: ଅଠଗଡ଼, (ନିଜ ପ୍ରତିନିଧି) : ବିକ୍ରମାଦିତ୍ୟ ଜିଲା କଂଗ୍ରେସ ସଭାପତି ଦଳର ନେତା କର୍ମୀ ସ ଜିଲା କଂଗ୍ରେସ ସଭାପତି ଦଳର ନେତା କର୍ମୀ ସ ଜିଲା କଂଗ୍ରେସ ସଭାପତି ଦଳର ନେତା କର୍ମୀ ସ ଜିଲା କଂଗ୍ରେସ ସଭାପତି ଦଳର ନେତା କର୍ମୀ ସ ଜିଲା କଂଗ୍ରେସ ସଭାପତି ଦଳର ନେତା କର୍ମୀ ସ ଜିଲା କଂଗ୍ରେସ ସଭାପତି ଦଳର ନେତା କର୍ମୀ ସ ଜିଲା କଂଗ୍ରେସ ସଭାପତି ଦଳର ନେତା କର୍ମୀ ସ ଜିଲା କଂଗ୍ରେସ ସଭାପତି ଦଳର ନେତା କର୍ମୀ ସ ଜିଲା କଂଗ୍ରେସ ସଭାପତି ଦଳର ନେତା କର୍ମୀ ସ ଜିଲା କଂଗ୍ରେସ ସଭାପତି ଦଳର ନେତା କର୍ମୀ ସ ଜିଲା କଂଗ୍ରେସ ସଭାପତି ଦଳର ନେତା କର୍ମୀ ସ ଜିଲା କଂଗ୍ରେସ ସଭାପତି ଦଳର ନେତା କର୍ମୀ ସ ଜିଲା କଂଗ୍ରେସ ସଭାପତି ଦଳର ନେତା କର୍ମୀ ସ	[362, 535, 466, 659]
vikram-col-3	[584, 534, 694, 662]
body-text-line: ଜିଲା କଂଗ୍ରେସ ସଭାପତି ଦଳର ନେତା କର୍ମୀ ସ	[812, 488, 920, 495]
body-text-line: ଜିଲା କଂଗ୍ରେସ ସଭାପତି ଦଳର ନେତା କର୍ମୀ ସ	[134, 207, 238, 214]
body-text-line: ଜିଲା କଂଗ୍ରେସ ସଭାପତି ଦଳର ନେତା କର୍ମୀ ସ	[584, 781, 694, 788]
body-text-line: ଜିଲା କଂଗ୍ରେସ ସଭାପତି ଦଳର ନେତା କର୍ମୀ ସ	[812, 793, 920, 800]
body-text-line: ଜିଲା କଂଗ୍ରେସ ସଭାପତି ଦଳର ନେତା କର୍ମୀ ସ	[584, 277, 694, 284]
parishad-people	[704, 630, 919, 698]
body-text-line: ଜିଲା କଂଗ୍ରେସ ସଭାପତି ଦଳର ନେତା କର୍ମୀ ସ	[242, 297, 354, 304]
body-text-line: ଜିଲା କଂଗ୍ରେସ ସଭାପତି ଦଳର ନେତା କର୍ମୀ ସ	[702, 206, 808, 213]
science-photo	[26, 390, 354, 590]
body-text-line: ଜିଲା କଂଗ୍ରେସ ସଭାପତି ଦଳର ନେତା କର୍ମୀ ସ	[702, 883, 808, 890]
body-text-line: ଜିଲା କଂଗ୍ରେସ ସଭାପତି ଦଳର ନେତା କର୍ମୀ ସ	[134, 171, 238, 178]
body-text-line: ଜିଲା କଂଗ୍ରେସ ସଭାପତି ଦଳର ନେତା କର୍ମୀ ସ	[584, 709, 694, 716]
body-text-line: ଜିଲା କଂଗ୍ରେସ ସଭାପତି ଦଳର ନେତା କର୍ମୀ ସ	[242, 315, 354, 322]
body-text-line: ଜିଲା କଂଗ୍ରେସ ସଭାପତି ଦଳର ନେତା କର୍ମୀ ସ	[812, 416, 920, 423]
body-text-line: ଜିଲା କଂଗ୍ରେସ ସଭାପତି ଦଳର ନେତା କର୍ମୀ ସ	[702, 398, 808, 405]
bank-headline: କାଳାରେ ଖୋଲିଲା କାନାରା ବ୍ୟାଙ୍କ ଶାଖା	[741, 82, 881, 92]
body-text-line: ଜିଲା କଂଗ୍ରେସ ସଭାପତି ଦଳର ନେତା କର୍ମୀ ସ	[242, 872, 354, 879]
obituary-col-2-lower	[478, 796, 580, 908]
body-text-line: ଜିଲା କଂଗ୍ରେସ ସଭାପତି ଦଳର ନେତା କର୍ମୀ ସ	[26, 890, 130, 897]
body-text-line: ଜିଲା କଂଗ୍ରେସ ସଭାପତି ଦଳର ନେତା କର୍ମୀ ସ	[26, 658, 130, 665]
body-text-line: ଜିଲା କଂଗ୍ରେସ ସଭାପତି ଦଳର ନେତା କର୍ମୀ ସ	[242, 649, 354, 656]
body-text-line: ଜିଲା କଂଗ୍ରେସ ସଭାପତି ଦଳର ନେତା କର୍ମୀ ସ	[584, 625, 694, 632]
body-text-line: ଜିଲା କଂଗ୍ରେସ ସଭାପତି ଦଳର ନେତା କର୍ମୀ ସ	[362, 799, 474, 806]
congress-headline-2: କାର୍ଯ୍ୟକ୍ରମରେ ଦେଖିବାକୁ ମିଳୁନାହାଁନ୍ତି ବରିଷ୍ଠ ନେତା	[88, 98, 292, 109]
body-text-line: ଜିଲା କଂଗ୍ରେସ ସଭାପତି ଦଳର ନେତା କର୍ମୀ ସ	[362, 718, 474, 725]
health-camp-headline-2: ପଞ୍ଚାୟତସ୍ତରୀୟ ମେଗା ସ୍ୱାସ୍ଥ୍ୟ ଶିବିର ଉଦ୍‌ଘାଟିତ	[431, 98, 623, 109]
